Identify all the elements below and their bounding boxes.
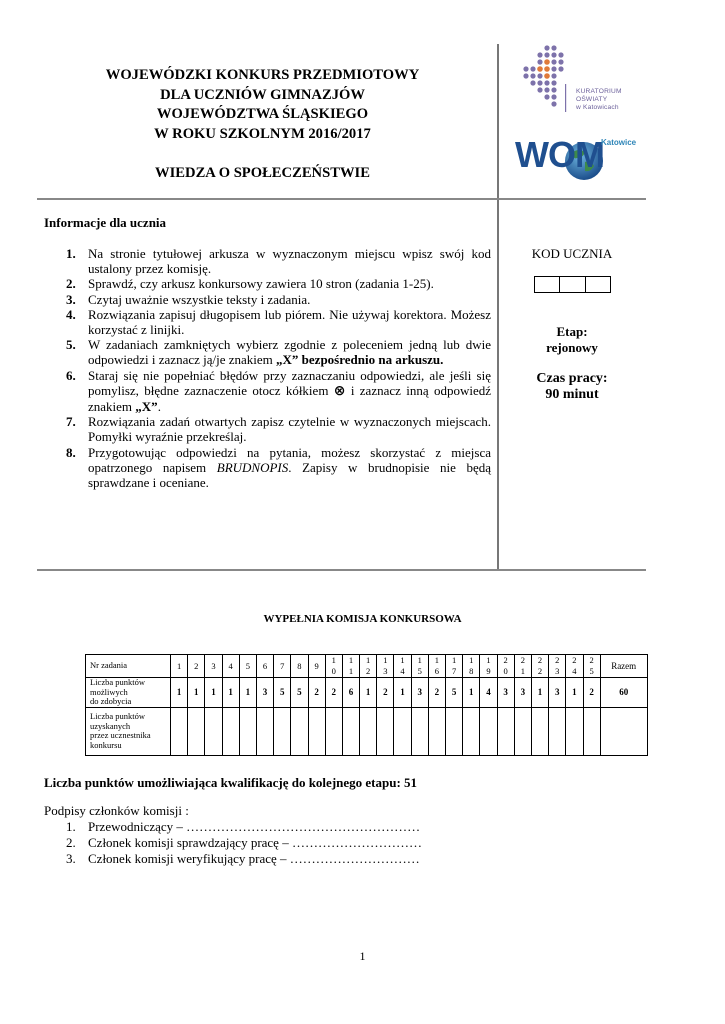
signatures-list (44, 819, 422, 867)
rule-item (44, 276, 491, 291)
task-number-digit: 7 (451, 666, 457, 676)
task-number-cell (342, 655, 359, 678)
task-number (435, 655, 439, 677)
task-number-digit: 1 (451, 655, 457, 665)
title-line: WOJEWÓDZKI KONKURS PRZEDMIOTOWY (105, 67, 420, 83)
task-number-cell (256, 655, 273, 678)
obtained-points-cell[interactable] (463, 707, 480, 755)
label-line: uzyskanych (90, 720, 131, 731)
rule-item (44, 445, 491, 491)
task-number-digit: 2 (537, 655, 543, 665)
possible-points-cell: 3 (411, 678, 428, 708)
info-bottom-rule (37, 569, 646, 571)
total-label: Razem (600, 655, 647, 678)
info-divider-vertical (497, 200, 499, 570)
possible-points-cell: 1 (222, 678, 239, 708)
rule-text: Rozwiązania zadań otwartych zapisz czytelnie w wyznaczonych miejscach. Pomyłki wyraźnie przekreślaj. (88, 414, 491, 445)
contest-title (60, 66, 465, 144)
possible-points-cell: 2 (583, 678, 600, 708)
kod-box[interactable] (560, 277, 585, 292)
header-bottom-rule (37, 198, 646, 200)
obtained-points-cell[interactable] (274, 707, 291, 755)
possible-points-cell: 1 (205, 678, 222, 708)
obtained-points-cell[interactable] (411, 707, 428, 755)
obtained-points-cell[interactable] (514, 707, 531, 755)
rule-item (44, 246, 491, 276)
task-number: 8 (297, 660, 302, 671)
qualification-threshold: Liczba punktów umożliwiająca kwalifikację do kolejnego etapu: 51 (44, 775, 418, 790)
task-number-cell (205, 655, 222, 678)
possible-points-cell: 3 (256, 678, 273, 708)
rule-item (44, 414, 491, 444)
task-number-digit: 5 (589, 666, 594, 676)
task-number-cell (222, 655, 239, 678)
rule-item (44, 307, 491, 337)
title-line: WOJEWÓDZTWA ŚLĄSKIEGO (156, 106, 369, 122)
task-number (452, 655, 456, 677)
task-number-cell (514, 655, 531, 678)
signature-text: Przewodniczący – ……………………………………………… (88, 819, 421, 834)
task-number-digit: 8 (469, 666, 474, 676)
score-table (85, 654, 648, 756)
task-number-cell (291, 655, 308, 678)
total-points: 60 (600, 678, 647, 708)
task-number-digit: 6 (434, 666, 440, 676)
obtained-points-cell[interactable] (188, 707, 205, 755)
rule-text: W zadaniach zamkniętych wybierz zgodnie z poleceniem jedną lub dwie odpowiedzi i zaznacz ją/je znakiem (88, 337, 491, 368)
rule-number: 8. (66, 444, 76, 460)
task-number-digit: 0 (503, 666, 508, 676)
possible-points-cell: 2 (377, 678, 394, 708)
task-number-digit: 1 (348, 655, 354, 665)
signature-item (44, 819, 422, 835)
task-number (521, 655, 525, 677)
obtained-points-cell[interactable] (291, 707, 308, 755)
label-line: Liczba punktów (90, 677, 145, 687)
rule-number: 2. (66, 276, 76, 292)
obtained-points-cell[interactable] (480, 707, 497, 755)
task-number (383, 655, 387, 677)
task-number-cell (428, 655, 445, 678)
possible-points-cell: 1 (171, 678, 188, 708)
task-number-cell (377, 655, 394, 678)
task-number-cell (583, 655, 600, 678)
rules-list (44, 246, 491, 490)
rule-text: Czytaj uważnie wszystkie teksty i zadania. (88, 291, 311, 307)
task-number (366, 655, 370, 677)
task-number: 4 (228, 660, 233, 671)
task-number-cell (308, 655, 325, 678)
task-number-cell (497, 655, 514, 678)
obtained-points-cell[interactable] (497, 707, 514, 755)
task-number (538, 655, 542, 677)
possible-points-cell: 1 (188, 678, 205, 708)
obtained-points-cell[interactable] (205, 707, 222, 755)
obtained-points-cell[interactable] (222, 707, 239, 755)
signature-text: Członek komisji sprawdzający pracę – ………………………… (88, 835, 422, 850)
obtained-points-cell[interactable] (446, 707, 463, 755)
task-number-cell (360, 655, 377, 678)
task-number-digit: 1 (366, 655, 371, 665)
obtained-points-cell[interactable] (325, 707, 342, 755)
possible-points-cell: 4 (480, 678, 497, 708)
obtained-points-cell[interactable] (428, 707, 445, 755)
rule-text: Sprawdź, czy arkusz konkursowy zawiera 10 stron (zadania 1-25). (88, 276, 434, 292)
rule-text-italic: BRUDNOPIS (216, 459, 289, 475)
possible-points-cell: 5 (274, 678, 291, 708)
kod-box[interactable] (535, 277, 560, 292)
obtained-points-cell[interactable] (566, 707, 583, 755)
task-number-digit: 1 (486, 655, 491, 665)
task-number (400, 655, 404, 677)
possible-points-cell: 3 (497, 678, 514, 708)
task-number (418, 655, 422, 677)
task-number-cell (188, 655, 205, 678)
task-number-cell (531, 655, 548, 678)
signature-item (44, 835, 422, 851)
rule-number: 7. (66, 414, 76, 430)
task-number-label: Nr zadania (86, 655, 171, 678)
task-number-digit: 3 (555, 666, 560, 676)
task-number (504, 655, 508, 677)
rule-text: . Zapisy w brudnopisie nie będą sprawdzane i oceniane. (88, 459, 491, 491)
rule-text: . (157, 399, 161, 415)
circled-x-icon: ⊗ (333, 382, 346, 399)
task-number-digit: 1 (434, 655, 440, 665)
signatures-section (44, 803, 422, 867)
possible-points-cell: 1 (463, 678, 480, 708)
task-number: 5 (245, 660, 250, 671)
possible-points-cell: 2 (428, 678, 445, 708)
wom-logo (515, 130, 645, 190)
rule-text: i zaznacz inną odpowiedź znakiem (88, 382, 491, 415)
task-number-cell (446, 655, 463, 678)
possible-points-cell: 1 (360, 678, 377, 708)
signature-number: 3. (66, 851, 76, 866)
task-number-digit: 0 (331, 666, 336, 676)
task-number (589, 655, 593, 677)
label-line: możliwych (90, 686, 128, 697)
task-number-cell (411, 655, 428, 678)
obtained-points-row (86, 707, 648, 755)
task-number-digit: 9 (486, 666, 491, 676)
task-number (349, 655, 353, 677)
task-number-cell (463, 655, 480, 678)
task-number-digit: 2 (503, 655, 508, 665)
rule-text: Na stronie tytułowej arkusza w wyznaczonym miejscu wpisz swój kod ustalony przez komisję. (88, 246, 491, 277)
task-number-digit: 2 (520, 655, 525, 665)
task-number-digit: 4 (400, 666, 405, 676)
total-obtained-cell[interactable] (600, 707, 647, 755)
rule-number: 6. (66, 367, 76, 383)
rule-item (44, 292, 491, 307)
task-number-row (86, 655, 648, 678)
task-number: 3 (211, 660, 216, 671)
wom-logo-text: WOM (515, 134, 604, 175)
task-number-cell (566, 655, 583, 678)
title-line: W ROKU SZKOLNYM 2016/2017 (154, 125, 371, 142)
task-number-digit: 1 (331, 655, 336, 665)
task-number-digit: 2 (572, 655, 577, 665)
rule-text: Przygotowując odpowiedzi na pytania, możesz skorzystać z miejsca opatrzonego napisem (88, 444, 491, 475)
kuratorium-line: OŚWIATY (576, 96, 608, 103)
rule-number: 1. (66, 246, 76, 261)
rule-text-bold: „X” bezpośrednio na arkuszu. (276, 352, 444, 368)
task-number: 1 (176, 660, 182, 671)
header-divider-vertical (497, 44, 499, 199)
rule-item (44, 368, 491, 415)
czas-value: 90 minut (545, 387, 599, 402)
kuratorium-logo-icon (519, 44, 571, 116)
kod-ucznia-input[interactable] (534, 276, 611, 293)
possible-points-cell: 1 (394, 678, 411, 708)
task-number: 2 (194, 660, 199, 671)
task-number-digit: 2 (366, 666, 371, 676)
task-number (555, 655, 559, 677)
task-number-digit: 3 (383, 666, 388, 676)
label-line: do zdobycia (90, 696, 132, 706)
task-number-digit: 1 (417, 655, 422, 665)
title-line: DLA UCZNIÓW GIMNAZJÓW (160, 86, 365, 103)
signature-item (44, 851, 422, 867)
signature-text: Członek komisji weryfikujący pracę – ………………………… (88, 851, 420, 866)
task-number-digit: 1 (469, 655, 474, 665)
rule-number: 3. (66, 291, 76, 307)
kod-box[interactable] (586, 277, 610, 292)
possible-points-cell: 3 (549, 678, 566, 708)
task-number (469, 655, 473, 677)
possible-points-cell: 1 (531, 678, 548, 708)
etap-label: Etap: (556, 324, 588, 339)
task-number-digit: 1 (520, 666, 525, 676)
task-number: 7 (280, 660, 285, 671)
task-number-digit: 1 (383, 655, 388, 665)
label-line: Liczba punktów (90, 711, 145, 721)
obtained-points-cell[interactable] (377, 707, 394, 755)
obtained-points-cell[interactable] (583, 707, 600, 755)
task-number-digit: 1 (348, 666, 354, 676)
task-number-cell (274, 655, 291, 678)
rule-text: Rozwiązania zapisuj długopisem lub piórem. Nie używaj korektora. Możesz korzystać z linijki. (88, 306, 491, 338)
rule-number: 4. (66, 306, 76, 322)
task-number-cell (325, 655, 342, 678)
obtained-points-cell[interactable] (549, 707, 566, 755)
task-number: 6 (262, 660, 268, 671)
committee-heading: WYPEŁNIA KOMISJA KONKURSOWA (263, 613, 462, 625)
possible-points-label (86, 678, 171, 708)
label-line: konkursu (90, 739, 122, 750)
etap-value: rejonowy (546, 340, 598, 355)
task-number: 9 (314, 660, 319, 671)
possible-points-cell: 5 (291, 678, 308, 708)
possible-points-cell: 1 (566, 678, 583, 708)
task-number-cell (239, 655, 256, 678)
task-number-digit: 5 (417, 666, 422, 676)
possible-points-cell: 2 (308, 678, 325, 708)
task-number-cell (480, 655, 497, 678)
rule-item (44, 337, 491, 367)
rule-text: Staraj się nie popełniać błędów przy zaznaczaniu odpowiedzi, ale jeśli się pomylisz, błędne zaznaczenie otocz kółkiem (88, 367, 491, 398)
possible-points-cell: 6 (342, 678, 359, 708)
kuratorium-line: KURATORIUM (576, 88, 622, 95)
task-number-digit: 2 (555, 655, 560, 665)
task-number-digit: 1 (400, 655, 405, 665)
page-number: 1 (359, 949, 366, 963)
task-number-cell (394, 655, 411, 678)
possible-points-cell: 2 (325, 678, 342, 708)
obtained-points-cell[interactable] (342, 707, 359, 755)
task-number-digit: 4 (572, 666, 577, 676)
task-number (572, 655, 576, 677)
signature-number: 1. (66, 819, 76, 834)
obtained-points-cell[interactable] (531, 707, 548, 755)
label-line: przez ucznestnika (90, 730, 151, 740)
task-number-digit: 2 (589, 655, 594, 665)
kuratorium-line: w Katowicach (576, 104, 619, 111)
kod-ucznia-label: KOD UCZNIA (531, 246, 613, 261)
possible-points-row (86, 678, 648, 708)
czas-label: Czas pracy: (536, 371, 608, 386)
task-number (332, 655, 336, 677)
signatures-heading: Podpisy członków komisji : (44, 803, 189, 818)
signature-number: 2. (66, 835, 76, 850)
possible-points-cell: 5 (446, 678, 463, 708)
task-number-cell (171, 655, 188, 678)
kuratorium-name (576, 88, 622, 112)
obtained-points-cell[interactable] (360, 707, 377, 755)
obtained-points-cell[interactable] (171, 707, 188, 755)
subject-title: WIEDZA O SPOŁECZEŃSTWIE (155, 165, 370, 181)
task-number-cell (549, 655, 566, 678)
rule-number: 5. (66, 337, 76, 353)
obtained-points-cell[interactable] (256, 707, 273, 755)
obtained-points-cell[interactable] (394, 707, 411, 755)
info-heading: Informacje dla ucznia (44, 215, 167, 230)
obtained-points-cell[interactable] (239, 707, 256, 755)
task-number (486, 655, 490, 677)
wom-city: Katowice (601, 138, 637, 147)
task-number-digit: 2 (537, 666, 543, 676)
possible-points-cell: 1 (239, 678, 256, 708)
possible-points-cell: 3 (514, 678, 531, 708)
obtained-points-cell[interactable] (308, 707, 325, 755)
rule-text-bold: „X” (135, 399, 158, 415)
obtained-points-label (86, 707, 171, 755)
